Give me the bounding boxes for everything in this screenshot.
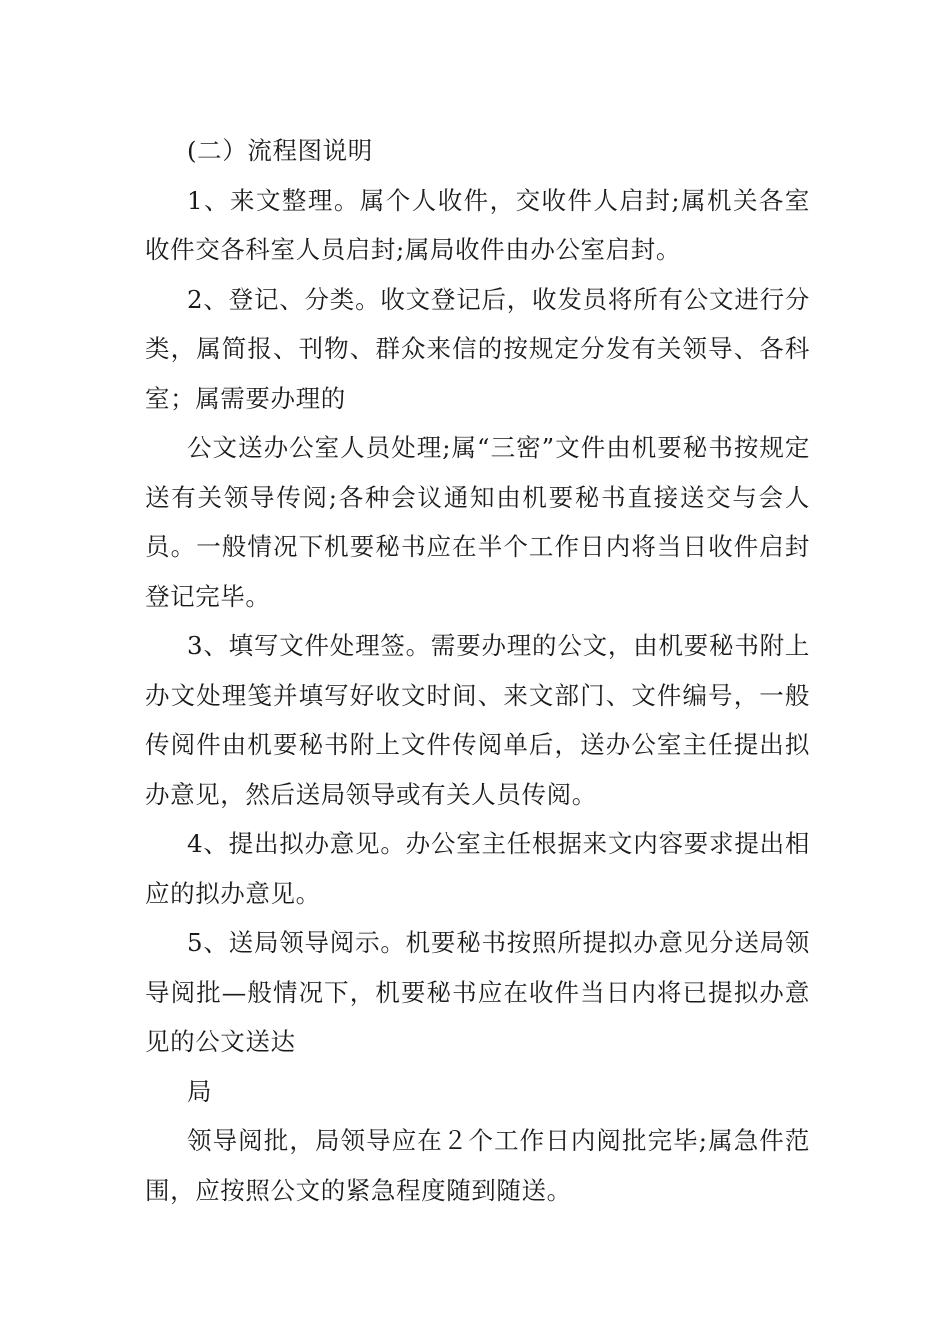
- paragraph-step-3: 3、填写文件处理签。需要办理的公文，由机要秘书附上办文处理笺并填写好收文时间、来文部门、文件编号，一般传阅件由机要秘书附上文件传阅单后，送办公室主任提出拟办意见，然后送局领导或有关人员传阅。: [145, 631, 810, 809]
- paragraph-step-5-fragment: 局: [187, 1076, 213, 1106]
- paragraph-step-4: 4、提出拟办意见。办公室主任根据来文内容要求提出相应的拟办意见。: [145, 829, 810, 908]
- paragraph-step-5: 5、送局领导阅示。机要秘书按照所提拟办意见分送局领导阅批—般情况下，机要秘书应在收件当日内将已提拟办意见的公文送达: [145, 928, 810, 1056]
- paragraph-step-2-continued: 公文送办公室人员处理;属“三密”文件由机要秘书按规定送有关领导传阅;各种会议通知由机要秘书直接送交与会人员。一般情况下机要秘书应在半个工作日内将当日收件启封登记完毕。: [145, 433, 810, 611]
- paragraph-step-1: 1、来文整理。属个人收件，交收件人启封;属机关各室收件交各科室人员启封;属局收件由办公室启封。: [145, 185, 810, 264]
- paragraph-step-2: 2、登记、分类。收文登记后，收发员将所有公文进行分类，属简报、刊物、群众来信的按规定分发有关领导、各科室；属需要办理的: [145, 284, 810, 413]
- document-body: [145, 126, 810, 1215]
- section-heading: (二）流程图说明: [187, 136, 373, 165]
- paragraph-step-5-continued: 领导阅批，局领导应在２个工作日内阅批完毕;属急件范围，应按照公文的紧急程度随到随送。: [145, 1126, 810, 1205]
